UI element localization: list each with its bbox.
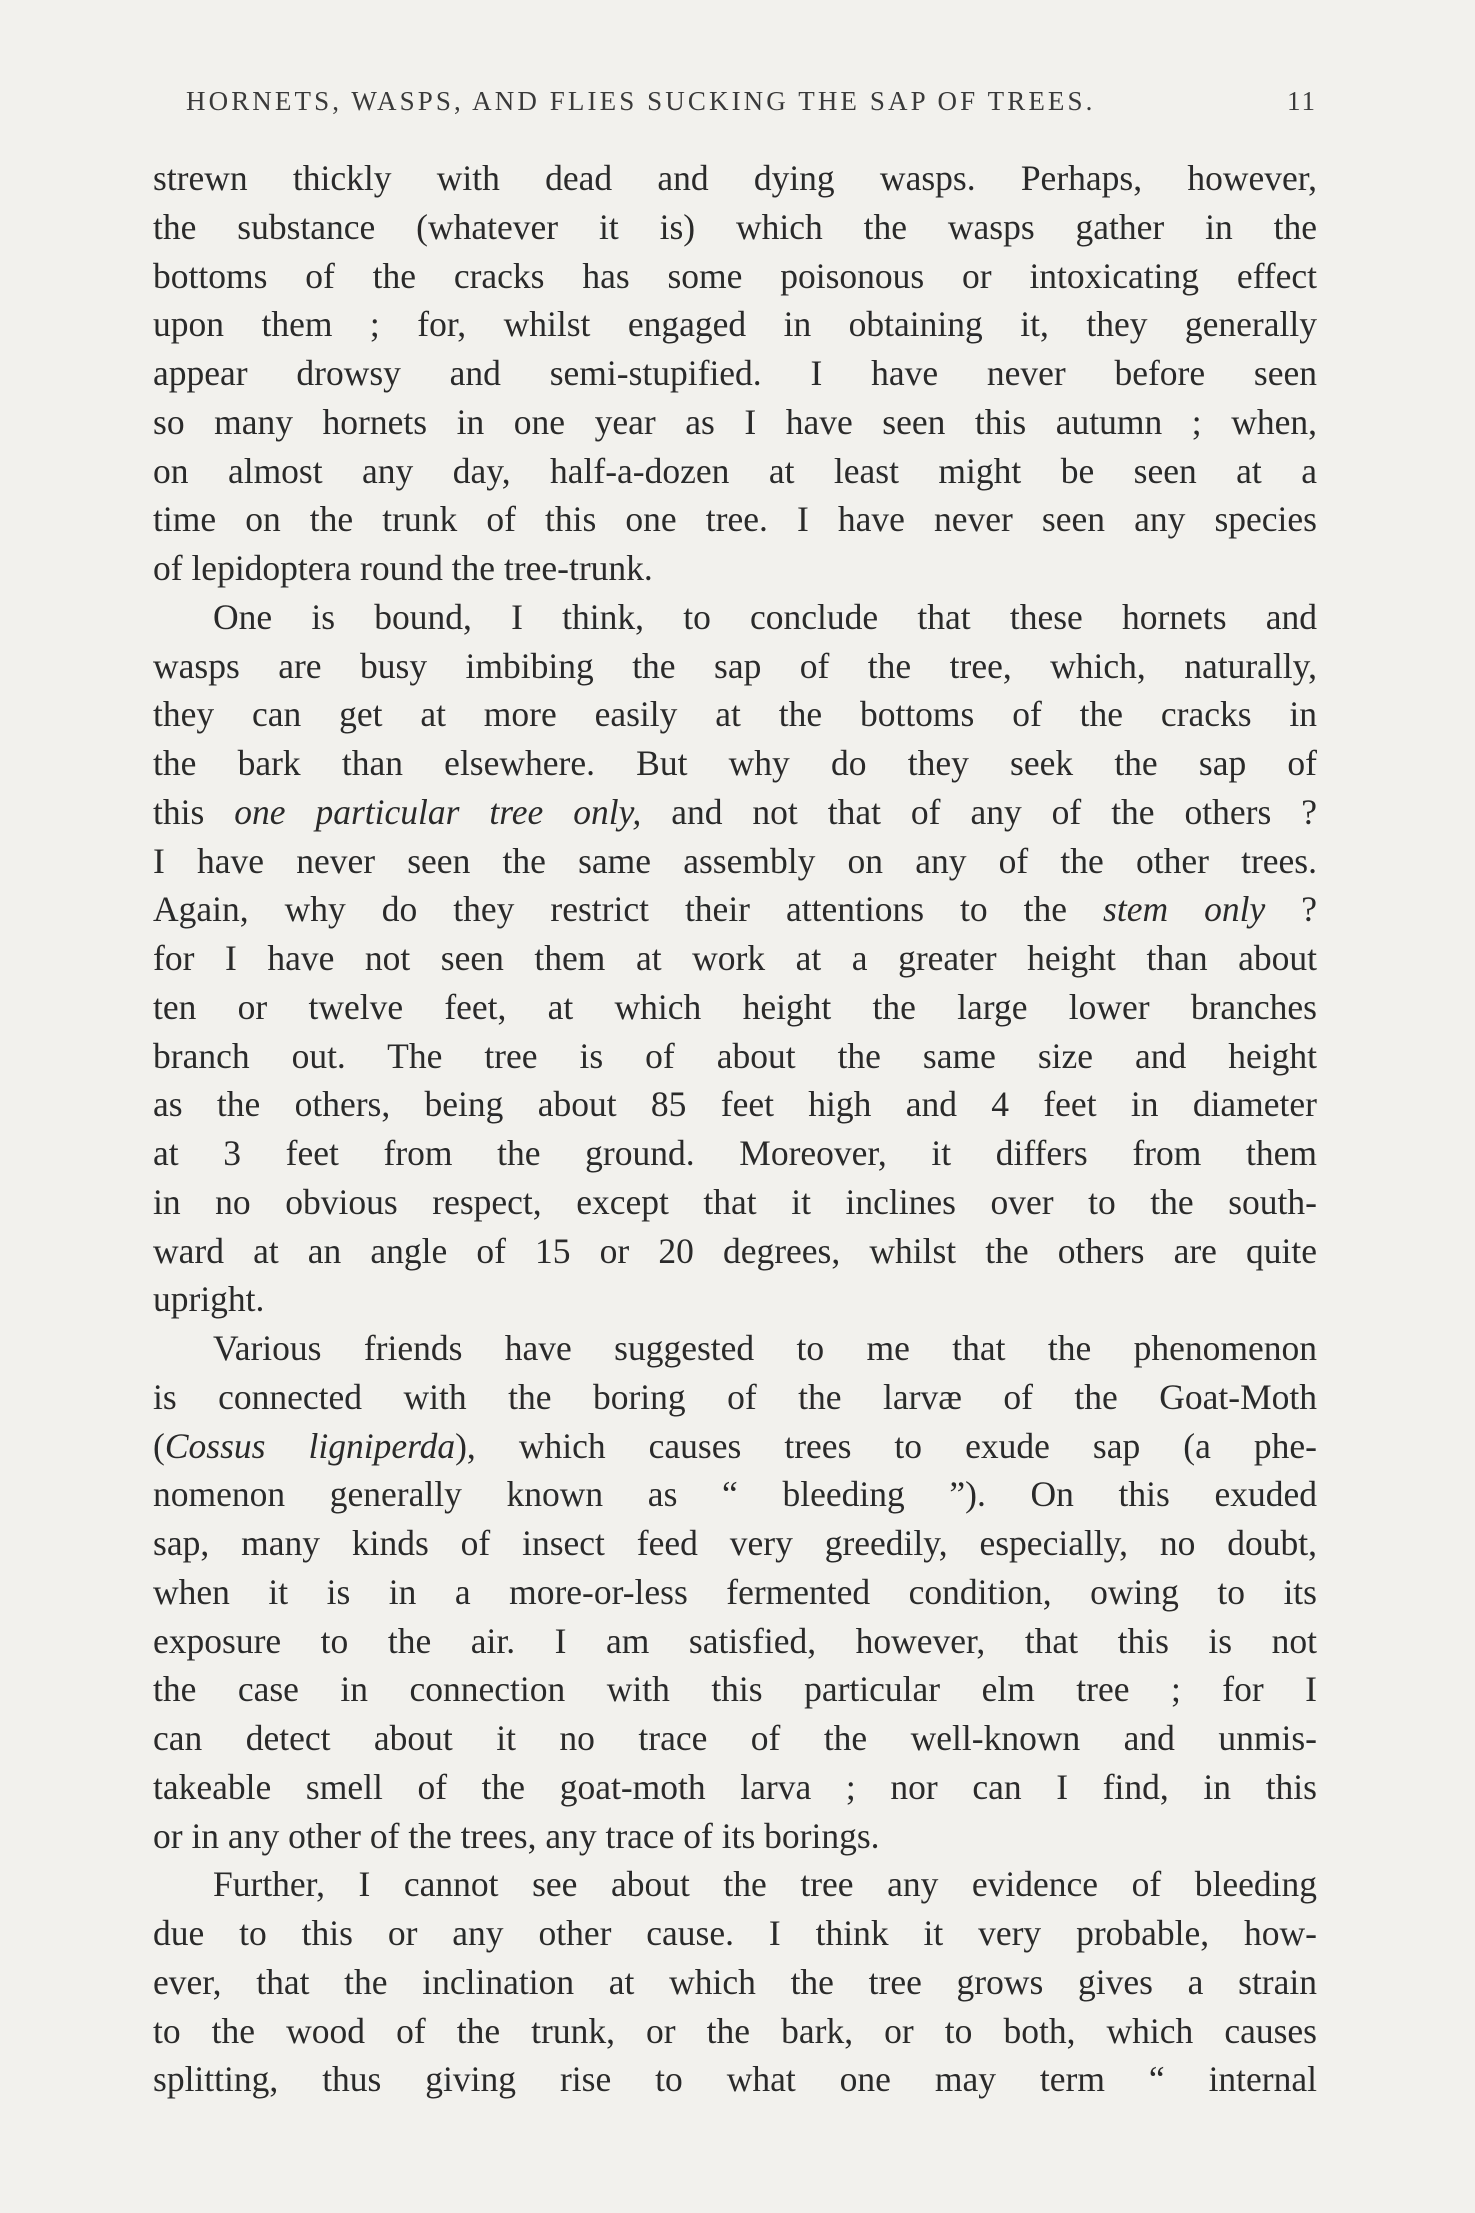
text-line: to the wood of the trunk, or the bark, or to both, which causes bbox=[153, 2010, 1317, 2051]
body-text bbox=[153, 154, 1317, 2104]
text-line: takeable smell of the goat-moth larva ; nor can I find, in this bbox=[153, 1766, 1317, 1807]
text-line: of lepidoptera round the tree-trunk. bbox=[153, 548, 653, 588]
text-line: when it is in a more-or-less fermented condition, owing to its bbox=[153, 1571, 1317, 1612]
italic-phrase: stem only bbox=[1103, 889, 1266, 930]
text-line: I have never seen the same assembly on any of the other trees. bbox=[153, 840, 1317, 881]
text-line: time on the trunk of this one tree. I have never seen any species bbox=[153, 499, 1317, 540]
text-line: upon them ; for, whilst engaged in obtaining it, they generally bbox=[153, 304, 1317, 345]
italic-phrase: one particular tree only, bbox=[234, 791, 642, 832]
page-number: 11 bbox=[1287, 86, 1317, 116]
text-line: Again, why do they restrict their attentions to the stem only ? bbox=[153, 889, 1317, 930]
text-line: ten or twelve feet, at which height the large lower branches bbox=[153, 986, 1317, 1027]
text-line: appear drowsy and semi-stupified. I have never before seen bbox=[153, 353, 1317, 393]
text-line: this one particular tree only, and not that of any of the others ? bbox=[153, 791, 1317, 832]
text-line: Further, I cannot see about the tree any evidence of bleeding bbox=[213, 1864, 1317, 1905]
text-line: the case in connection with this particular elm tree ; for I bbox=[153, 1669, 1317, 1710]
text-line: for I have not seen them at work at a greater height than about bbox=[153, 938, 1317, 978]
text-line: on almost any day, half-a-dozen at least might be seen at a bbox=[153, 450, 1317, 491]
page-header bbox=[186, 86, 1317, 117]
text-line: (Cossus ligniperda), which causes trees to exude sap (a phe- bbox=[153, 1425, 1317, 1466]
text-line: the substance (whatever it is) which the wasps gather in the bbox=[153, 206, 1317, 247]
text-line: Various friends have suggested to me that the phenomenon bbox=[213, 1328, 1317, 1368]
text-line: ward at an angle of 15 or 20 degrees, whilst the others are quite bbox=[153, 1230, 1317, 1271]
text-line: nomenon generally known as “ bleeding ”). On this exuded bbox=[153, 1474, 1317, 1515]
running-head: HORNETS, WASPS, AND FLIES SUCKING THE SAP OF TREES. bbox=[186, 86, 1096, 116]
text-line: as the others, being about 85 feet high and 4 feet in diameter bbox=[153, 1084, 1317, 1125]
text-line: wasps are busy imbibing the sap of the tree, which, naturally, bbox=[153, 645, 1317, 686]
text-line: upright. bbox=[153, 1279, 265, 1320]
text-line: strewn thickly with dead and dying wasps. Perhaps, however, bbox=[153, 158, 1317, 198]
text-line: One is bound, I think, to conclude that these hornets and bbox=[213, 596, 1317, 637]
text-line: the bark than elsewhere. But why do they seek the sap of bbox=[153, 743, 1317, 783]
italic-phrase: Cossus ligniperda bbox=[164, 1425, 456, 1466]
text-line: is connected with the boring of the larvæ of the Goat-Moth bbox=[153, 1376, 1317, 1417]
text-line: splitting, thus giving rise to what one may term “ internal bbox=[153, 2059, 1317, 2100]
text-line: at 3 feet from the ground. Moreover, it differs from them bbox=[153, 1133, 1317, 1173]
text-line: or in any other of the trees, any trace of its borings. bbox=[153, 1815, 880, 1856]
text-line: branch out. The tree is of about the same size and height bbox=[153, 1035, 1317, 1076]
text-line: ever, that the inclination at which the tree grows gives a strain bbox=[153, 1961, 1317, 2002]
text-line: exposure to the air. I am satisfied, however, that this is not bbox=[153, 1620, 1317, 1661]
text-line: in no obvious respect, except that it inclines over to the south- bbox=[153, 1181, 1317, 1222]
text-line: they can get at more easily at the bottoms of the cracks in bbox=[153, 694, 1317, 735]
text-line: bottoms of the cracks has some poisonous or intoxicating effect bbox=[153, 255, 1317, 296]
text-line: can detect about it no trace of the well-known and unmis- bbox=[153, 1718, 1317, 1758]
text-line: so many hornets in one year as I have seen this autumn ; when, bbox=[153, 401, 1317, 442]
text-line: sap, many kinds of insect feed very greedily, especially, no doubt, bbox=[153, 1523, 1317, 1563]
text-line: due to this or any other cause. I think it very probable, how- bbox=[153, 1913, 1317, 1953]
